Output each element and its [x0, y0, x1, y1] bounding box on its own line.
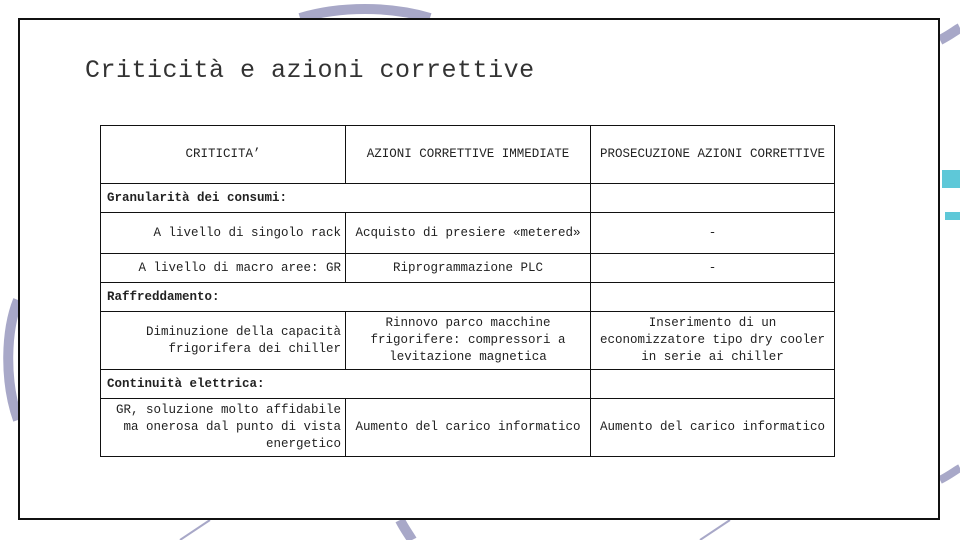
section-row-raffreddamento [101, 283, 835, 312]
cell-prosecuzione: - [591, 254, 835, 283]
cell-azioni-immediate: Rinnovo parco macchine frigorifere: compressori a levitazione magnetica [346, 312, 591, 370]
table-cell-empty [591, 184, 835, 213]
cell-azioni-immediate: Acquisto di presiere «metered» [346, 213, 591, 254]
decor-arc-left [8, 300, 18, 420]
table-row [101, 254, 835, 283]
section-row-continuita [101, 370, 835, 399]
table-row [101, 312, 835, 370]
section-label: Continuità elettrica: [101, 370, 346, 399]
decor-arc-bottom [400, 520, 412, 540]
cell-criticita: Diminuzione della capacità frigorifera dei chiller [101, 312, 346, 370]
table-row [101, 399, 835, 457]
section-row-granularita [101, 184, 835, 213]
cell-azioni-immediate: Riprogrammazione PLC [346, 254, 591, 283]
section-label: Granularità dei consumi: [101, 184, 346, 213]
table-cell-empty [591, 283, 835, 312]
table-cell-empty [346, 184, 591, 213]
slide-title: Criticità e azioni correttive [85, 56, 535, 85]
cell-criticita: A livello di macro aree: GR [101, 254, 346, 283]
cell-criticita: A livello di singolo rack [101, 213, 346, 254]
decor-cyan-block-1 [942, 170, 960, 188]
cell-prosecuzione: Aumento del carico informatico [591, 399, 835, 457]
header-prosecuzione: PROSECUZIONE AZIONI CORRETTIVE [591, 126, 835, 184]
decor-arc-top [300, 9, 430, 18]
decor-arc-right-bottom [940, 468, 960, 480]
decor-line-bottom-left [180, 520, 210, 540]
table-cell-empty [346, 370, 591, 399]
header-azioni-immediate: AZIONI CORRETTIVE IMMEDIATE [346, 126, 591, 184]
table-cell-empty [346, 283, 591, 312]
section-label: Raffreddamento: [101, 283, 346, 312]
cell-prosecuzione: Inserimento di un economizzatore tipo dry cooler in serie ai chiller [591, 312, 835, 370]
decor-cyan-block-2 [945, 212, 960, 220]
criticita-table [100, 125, 835, 457]
cell-prosecuzione: - [591, 213, 835, 254]
table-row [101, 213, 835, 254]
header-criticita: CRITICITA’ [101, 126, 346, 184]
decor-line-bottom-right [700, 520, 730, 540]
decor-arc-right-top [940, 28, 960, 40]
cell-azioni-immediate: Aumento del carico informatico [346, 399, 591, 457]
cell-criticita: GR, soluzione molto affidabile ma onerosa dal punto di vista energetico [101, 399, 346, 457]
table-header-row [101, 126, 835, 184]
table-cell-empty [591, 370, 835, 399]
